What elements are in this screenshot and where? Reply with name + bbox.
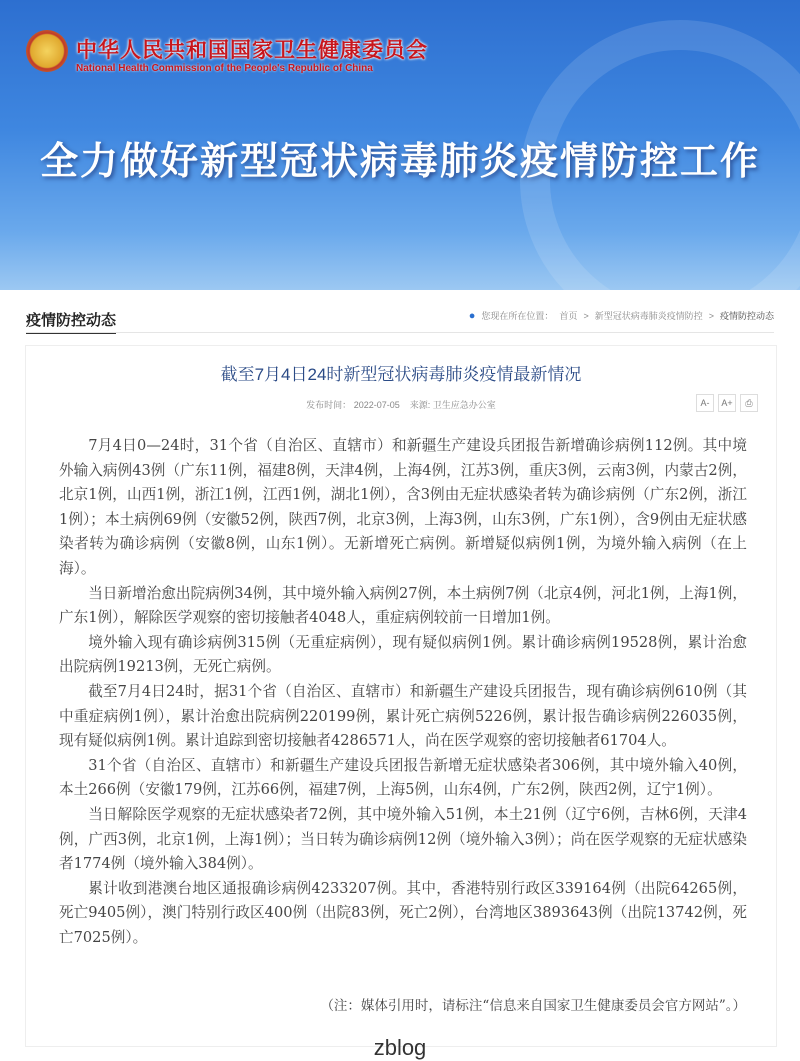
font-increase-button[interactable]: A+ — [718, 394, 736, 412]
paragraph: 7月4日0—24时，31个省（自治区、直辖市）和新疆生产建设兵团报告新增确诊病例112例。其中境外输入病例43例（广东11例，福建8例，天津4例，上海4例，江苏3例，重庆3例，云南3例，内蒙古2例，北京1例，山西1例，浙江1例，江西1例，湖北1例），含3例由无症状感染者转为确诊病例（广东2例，浙江1例）；本土病例69例（安徽52例，陕西7例，北京3例，上海3例，山东3例，广东1例），含9例由无症状感染者转为确诊病例（安徽8例，山东1例）。无新增死亡病例。新增疑似病例1例，为境外输入病例（在上海）。 — [59, 437, 747, 577]
breadcrumb-prefix: 您现在所在位置： — [481, 311, 554, 321]
breadcrumb-current[interactable]: 疫情防控动态 — [719, 311, 774, 321]
banner-slogan: 全力做好新型冠状病毒肺炎疫情防控工作 — [39, 141, 760, 183]
paragraph: 当日解除医学观察的无症状感染者72例，其中境外输入51例，本土21例（辽宁6例，吉林6例，天津4例，广西3例，北京1例，上海1例）；当日转为确诊病例12例（境外输入3例）；尚在医学观察的无症状感染者1774例（境外输入384例）。 — [59, 805, 747, 873]
section-title: 疫情防控动态 — [26, 309, 116, 334]
article-meta — [26, 398, 776, 411]
national-emblem-logo — [26, 30, 68, 72]
paragraph: 31个省（自治区、直辖市）和新疆生产建设兵团报告新增无症状感染者306例，其中境外输入40例，本土266例（安徽179例，江苏66例，福建7例，上海5例，山东4例，广东2例，陕西2例，辽宁1例）。 — [59, 756, 747, 799]
citation-note: （注：媒体引用时，请标注“信息来自国家卫生健康委员会官方网站”。） — [320, 998, 746, 1014]
org-name-cn: 中华人民共和国国家卫生健康委员会 — [76, 39, 428, 62]
header-banner — [0, 0, 800, 290]
org-name-en: National Health Commission of the People's Republic of China — [76, 63, 373, 74]
article-tools — [696, 394, 758, 412]
date-label: 发布时间： — [306, 400, 352, 410]
paragraph: 截至7月4日24时，据31个省（自治区、直辖市）和新疆生产建设兵团报告，现有确诊病例610例（其中重症病例1例），累计治愈出院病例220199例，累计死亡病例5226例，累计报告确诊病例226035例，现有疑似病例1例。累计追踪到密切接触者4286571人，尚在医学观察的密切接触者61704人。 — [59, 682, 747, 750]
location-pin-icon: ● — [468, 309, 476, 322]
source-label: 来源: — [409, 400, 431, 410]
paragraph: 当日新增治愈出院病例34例，其中境外输入病例27例，本土病例7例（北京4例，河北1例，上海1例，广东1例），解除医学观察的密切接触者4048人，重症病例较前一日增加1例。 — [59, 584, 747, 627]
breadcrumb-covid[interactable]: 新型冠状病毒肺炎疫情防控 — [594, 311, 703, 321]
divider — [26, 332, 774, 333]
font-decrease-button[interactable]: A- — [696, 394, 714, 412]
paragraph: 累计收到港澳台地区通报确诊病例4233207例。其中，香港特别行政区339164例（出院64265例，死亡9405例），澳门特别行政区400例（出院83例，死亡2例），台湾地区3893643例（出院13742例，死亡7025例）。 — [59, 879, 747, 946]
print-icon[interactable]: ⎙ — [740, 394, 758, 412]
breadcrumb-separator: > — [583, 310, 589, 321]
publish-date: 2022-07-05 — [353, 400, 400, 410]
breadcrumb-separator: > — [708, 310, 714, 321]
article-body — [59, 434, 747, 950]
paragraph: 境外输入现有确诊病例315例（无重症病例），现有疑似病例1例。累计确诊病例19528例，累计治愈出院病例19213例，无死亡病例。 — [59, 633, 747, 676]
source: 卫生应急办公室 — [432, 400, 496, 410]
watermark: zblog — [373, 1035, 427, 1060]
article — [25, 345, 777, 1047]
breadcrumb — [469, 309, 774, 322]
article-title: 截至7月4日24时新型冠状病毒肺炎疫情最新情况 — [220, 365, 582, 384]
breadcrumb-home[interactable]: 首页 — [559, 311, 578, 321]
